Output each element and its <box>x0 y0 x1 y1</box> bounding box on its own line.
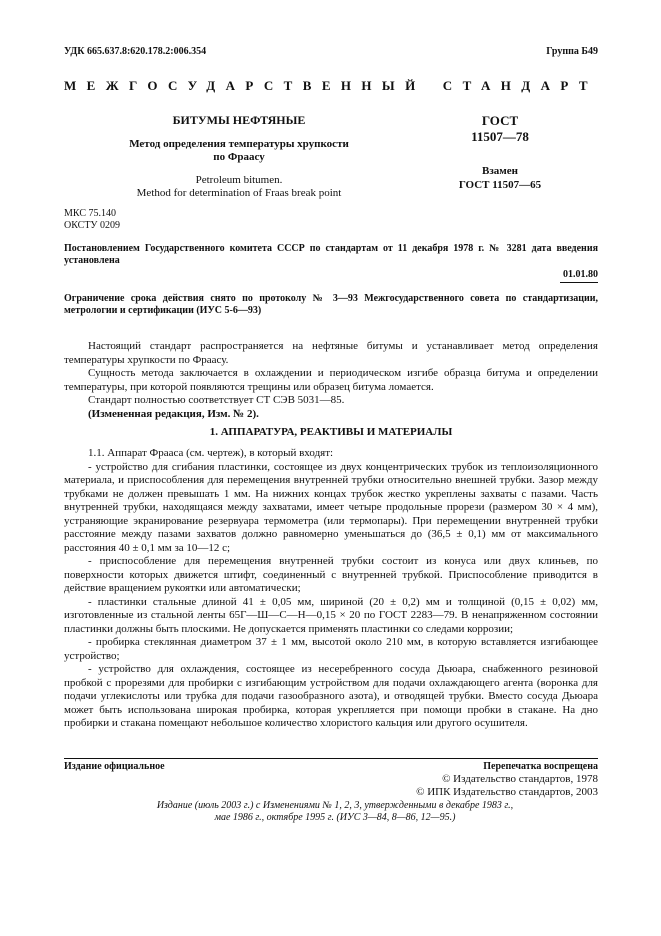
body-paragraph: - пробирка стеклянная диаметром 37 ± 1 мм, высотой около 210 мм, в которую вставляется изгибающее устройство; <box>64 636 598 662</box>
replaces-number: ГОСТ 11507—65 <box>458 179 542 191</box>
replaces-block <box>440 164 560 192</box>
gost-block <box>440 113 560 145</box>
interstate-label: МЕЖГОСУДАРСТВЕННЫЙ <box>64 78 426 93</box>
replaces-label: Взамен <box>482 165 518 177</box>
mks-code: МКС 75.140 <box>64 208 116 219</box>
subtitle-line-2: по Фраасу <box>213 151 265 163</box>
edition-line-1: Издание (июль 2003 г.) с Изменениями № 1, 2, 3, утвержденными в декабре 1983 г., <box>156 800 514 811</box>
body-paragraph: 1.1. Аппарат Фрааса (см. чертеж), в который входят: <box>88 447 334 459</box>
intro-paragraph: Сущность метода заключается в охлаждении и периодическом изгибе образца битума и определении температуры, при которой появляются трещины или образец битума ломается. <box>64 367 598 393</box>
subtitle-line-1: Метод определения температуры хрупкости <box>129 138 349 150</box>
section-heading: 1. АППАРАТУРА, РЕАКТИВЫ И МАТЕРИАЛЫ <box>209 426 453 438</box>
intro-section <box>64 340 598 421</box>
english-line-1: Petroleum bitumen. <box>195 174 283 186</box>
section-body <box>64 447 598 731</box>
english-line-2: Method for determination of Fraas break point <box>136 187 342 199</box>
classification-codes <box>64 208 120 232</box>
body-paragraph: - приспособление для перемещения внутренней трубки состоит из конуса или двух клиньев, по поверхности которых движется штифт, соединенный с внутренней трубкой. Приспособление приводится в действие вращением рукоятки или автоматически; <box>64 555 598 594</box>
body-paragraph: - пластинки стальные длиной 41 ± 0,05 мм, шириной (20 ± 0,2) мм и толщиной (0,15 ± 0,02) мм, изготовленные из стальной ленты 65Г—Ш—С—Н—0,15 × 20 по ГОСТ 2283—79. В ненапряженном состоянии пластинки должны быть плоскими. Не допускается применять пластинки со следами коррозии; <box>64 595 598 635</box>
official-edition-label: Издание официальное <box>64 761 165 772</box>
limit-text: Ограничение срока действия снято по протоколу № 3—93 Межгосударственного совета по стандартизации, метрологии и сертификации (ИУС 5-6—93) <box>64 293 598 316</box>
copyright-line: © Издательство стандартов, 1978 <box>442 773 598 785</box>
body-paragraph: - устройство для сгибания пластинки, состоящее из двух концентрических трубок из теплоизоляционного материала, и приспособления для перемещения внутренней трубки относительно внешней трубки. Зазор между трубками не должен превышать 1 мм. На нижних концах трубок жестко укреплены захваты с пазами. Часть внутренней трубки, находящаяся между захватами, имеет четыре продольные прорези (размером 30 × 4 мм), устраняющие экранирование резервуара термометра (или термопары). При перемещении внутренней трубки расстояние между пазами захватов должно равномерно уменьшаться до (36,5 ± 0,1) мм от максимального расстояния 40 ± 0,1 мм за 10—12 с; <box>64 460 598 554</box>
intro-paragraph: Стандарт полностью соответствует СТ СЭВ 5031—85. <box>88 394 345 406</box>
edition-line-2: мае 1986 г., октябре 1995 г. (ИУС 3—84, 8—86, 12—95.) <box>214 812 456 823</box>
gost-number: 11507—78 <box>471 129 529 144</box>
decree-text: Постановлением Государственного комитета СССР по стандартам от 11 декабря 1978 г. № 3281 дата введения установлена <box>64 243 598 266</box>
reprint-notice: Перепечатка воспрещена <box>483 761 598 772</box>
standard-label: СТАНДАРТ <box>442 78 598 93</box>
footer-divider <box>64 758 598 759</box>
english-title <box>64 174 414 200</box>
introduction-date: 01.01.80 <box>563 269 598 280</box>
standard-title: БИТУМЫ НЕФТЯНЫЕ <box>172 113 306 127</box>
copyright-line: © ИПК Издательство стандартов, 2003 <box>416 786 598 798</box>
body-paragraph: - устройство для охлаждения, состоящее из несеребренного сосуда Дьюара, снабженного резиновой пробкой с прорезями для пробирки с изгибающим устройством для подачи охлаждающего агента (воронка для подачи углекислоты или трубка для подачи газообразного азота), и отводящей трубки. Вместо сосуда Дьюара может быть использована широкая пробирка, которая укрепляется при помощи пробки в стакане. На дно пробирки и стакана помещают небольшое количество хлористого кальция или другого осушителя. <box>64 663 598 729</box>
group-code: Группа Б49 <box>546 46 598 57</box>
intro-paragraph: Настоящий стандарт распространяется на нефтяные битумы и устанавливает метод определения температуры хрупкости по Фраасу. <box>64 340 598 366</box>
edition-note <box>100 800 570 824</box>
gost-label: ГОСТ <box>481 113 519 128</box>
standard-subtitle <box>64 138 414 164</box>
amendment-note: (Измененная редакция, Изм. № 2). <box>88 407 259 420</box>
date-underline <box>560 282 598 283</box>
okstu-code: ОКСТУ 0209 <box>64 220 121 231</box>
udk-code: УДК 665.637.8:620.178.2:006.354 <box>64 46 207 57</box>
